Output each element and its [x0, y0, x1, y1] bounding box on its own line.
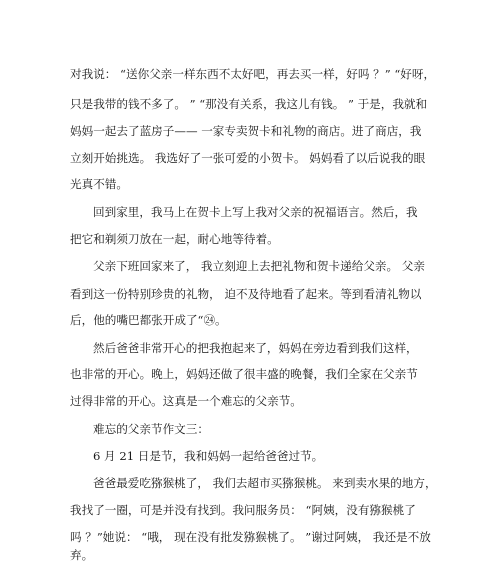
text-line: 过得非常的开心。这真是一个难忘的父亲节。 — [70, 394, 302, 408]
text-line: 立刻开始挑选。 我选好了一张可爱的小贺卡。 妈妈看了以后说我的眼 — [70, 151, 426, 165]
text-line: 6 月 21 日是节，我和妈妈一起给爸爸过节。 — [93, 449, 324, 463]
text-line: 父亲下班回家来了， 我立刻迎上去把礼物和贺卡递给父亲。 父亲 — [93, 259, 425, 273]
text-line: 后，他的嘴巴都张开成了“㉔。 — [70, 313, 227, 327]
text-line: 妈妈一起去了蓝房子—— 一家专卖贺卡和礼物的商店。进了商店，我 — [70, 124, 422, 138]
text-line: 也非常的开心。晚上，妈妈还做了很丰盛的晚餐，我们全家在父亲节 — [70, 367, 418, 381]
text-line: 然后爸爸非常开心的把我抱起来了，妈妈在旁边看到我们这样， — [93, 341, 418, 355]
text-line: 爸爸最爱吃猕猴桃了， 我们去超市买猕猴桃。 来到卖水果的地方， — [93, 476, 437, 490]
text-line: 光真不错。 — [70, 177, 128, 191]
text-line: 只是我带的钱不多了。 ” “那没有关系，我这儿有钱。 ” 于是，我就和 — [70, 97, 428, 111]
text-line: 对我说： “送你父亲一样东西不太好吧，再去买一样，好吗 ？” “好呀， — [70, 67, 436, 81]
text-line: 把它和剃须刀放在一起，耐心地等待着。 — [70, 232, 279, 246]
text-line: 我找了一圈，可是并没有找到。我问服务员： “阿姨，没有猕猴桃了 — [70, 503, 416, 517]
text-line: 弃。 — [70, 548, 94, 562]
text-line: 回到家里，我马上在贺卡上写上我对父亲的祝福语言。然后，我 — [93, 205, 418, 219]
section-heading: 难忘的父亲节作文三： — [93, 422, 209, 436]
text-line: 看到这一份特别珍贵的礼物， 迫不及待地看了起来。等到看清礼物以 — [70, 287, 422, 301]
text-line: 吗 ？”她说： “哦， 现在没有批发猕猴桃了。 ”谢过阿姨， 我还是不放 — [70, 530, 431, 544]
